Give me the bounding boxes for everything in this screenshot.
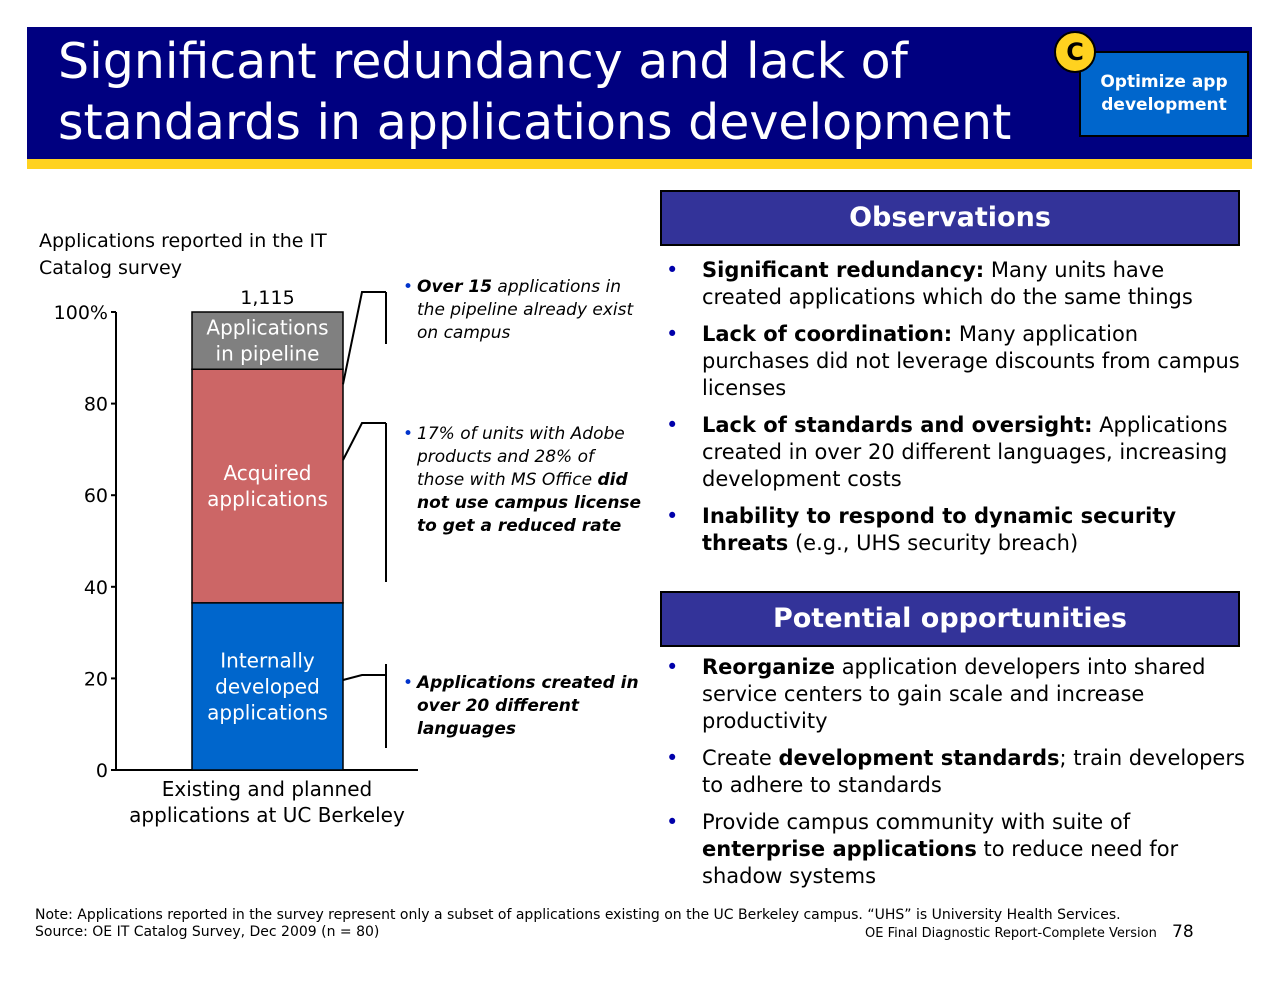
opportunity-text: application developers into shared service centers to gain scale and increase productivity (702, 655, 1206, 733)
bar-segment-label: Applications (206, 315, 329, 340)
callout-pipeline-bold: Over 15 (417, 277, 493, 297)
callout-connector (343, 292, 386, 384)
bullet-icon: • (666, 810, 679, 834)
x-axis-label: applications at UC Berkeley (129, 803, 405, 827)
callout-acquired-text: 17% of units with Adobe products and 28% of those with MS Office (417, 424, 625, 490)
bar-segment-label: Internally (220, 648, 315, 673)
bullet-icon: • (666, 258, 679, 282)
chart-title: Applications reported in the IT Catalog survey (39, 230, 327, 279)
opportunities-heading: Potential opportunities (660, 591, 1240, 647)
opportunity-item (666, 745, 1246, 799)
observation-item (666, 321, 1246, 402)
callout-acquired-bold: did not use campus license to get a reduced rate (417, 470, 642, 536)
opportunity-text: Create (702, 746, 779, 770)
callout-bullet: • (403, 424, 414, 444)
observation-text: Many application purchases did not leverage discounts from campus licenses (702, 322, 1240, 400)
callout-connector (343, 423, 386, 460)
bullet-icon: • (666, 504, 679, 528)
callout-internal (403, 672, 643, 741)
opportunity-item (666, 809, 1246, 890)
observation-bold: Significant redundancy: (702, 258, 985, 282)
section-badge-label: Optimize app development (1100, 72, 1228, 115)
footer-note: Note: Applications reported in the survey represent only a subset of applications existing on the UC Berkeley campus. “UHS” is University Health Services. (35, 907, 1121, 923)
callout-bullet: • (403, 673, 414, 693)
y-tick-label: 80 (83, 393, 108, 416)
page-title-line-1: Significant redundancy and lack of (58, 33, 908, 90)
opportunity-text: to reduce need for shadow systems (702, 837, 1179, 888)
bar-segment (192, 369, 343, 603)
callout-internal-bold: Applications created in over 20 different languages (417, 673, 639, 739)
page-title-line-2: standards in applications development (58, 94, 1012, 151)
x-axis-label: Existing and planned (161, 777, 373, 801)
y-tick-label: 0 (95, 760, 108, 782)
observation-bold: Lack of standards and oversight: (702, 413, 1093, 437)
callout-pipeline (403, 276, 643, 345)
observations-list (666, 257, 1246, 567)
opportunity-item (666, 654, 1246, 735)
bullet-icon: • (666, 655, 679, 679)
callout-pipeline-text: applications in the pipeline already exist on campus (417, 277, 634, 343)
observation-item (666, 412, 1246, 493)
bar-segment-label: in pipeline (215, 341, 320, 366)
observations-heading: Observations (660, 190, 1240, 246)
footer-source: Source: OE IT Catalog Survey, Dec 2009 (n = 80) (35, 924, 380, 940)
bar-segment-label: Acquired (223, 461, 312, 486)
observation-item (666, 503, 1246, 557)
bar-segment-label: applications (207, 487, 328, 512)
opportunity-bold: enterprise applications (702, 837, 977, 861)
observation-text: Many units have created applications which do the same things (702, 258, 1193, 309)
opportunity-bold: development standards (778, 746, 1060, 770)
observation-item (666, 257, 1246, 311)
opportunities-list (666, 654, 1246, 900)
callout-bullet: • (403, 277, 414, 297)
page-number: 78 (1172, 922, 1194, 942)
callout-acquired (403, 423, 643, 538)
observation-text: (e.g., UHS security breach) (788, 531, 1079, 555)
y-tick-label: 60 (83, 485, 108, 508)
section-badge (1079, 51, 1249, 137)
callout-connector (343, 675, 386, 680)
y-tick-label: 100% (53, 302, 108, 324)
bullet-icon: • (666, 413, 679, 437)
bar-segment-label: developed (215, 674, 320, 699)
section-letter-badge: C (1054, 31, 1096, 73)
opportunity-text: Provide campus community with suite of (702, 810, 1131, 834)
bullet-icon: • (666, 746, 679, 770)
report-name: OE Final Diagnostic Report-Complete Version (865, 926, 1157, 941)
bar-segment-label: applications (207, 700, 328, 725)
bullet-icon: • (666, 322, 679, 346)
observation-bold: Inability to respond to dynamic security threats (702, 504, 1177, 555)
observation-bold: Lack of coordination: (702, 322, 953, 346)
opportunity-text: ; train developers to adhere to standards (702, 746, 1245, 797)
observation-text: Applications created in over 20 different languages, increasing development costs (702, 413, 1228, 491)
bar-total-label: 1,115 (240, 287, 295, 309)
y-tick-label: 40 (83, 576, 108, 599)
y-tick-label: 20 (83, 668, 108, 691)
opportunity-bold: Reorganize (702, 655, 836, 679)
